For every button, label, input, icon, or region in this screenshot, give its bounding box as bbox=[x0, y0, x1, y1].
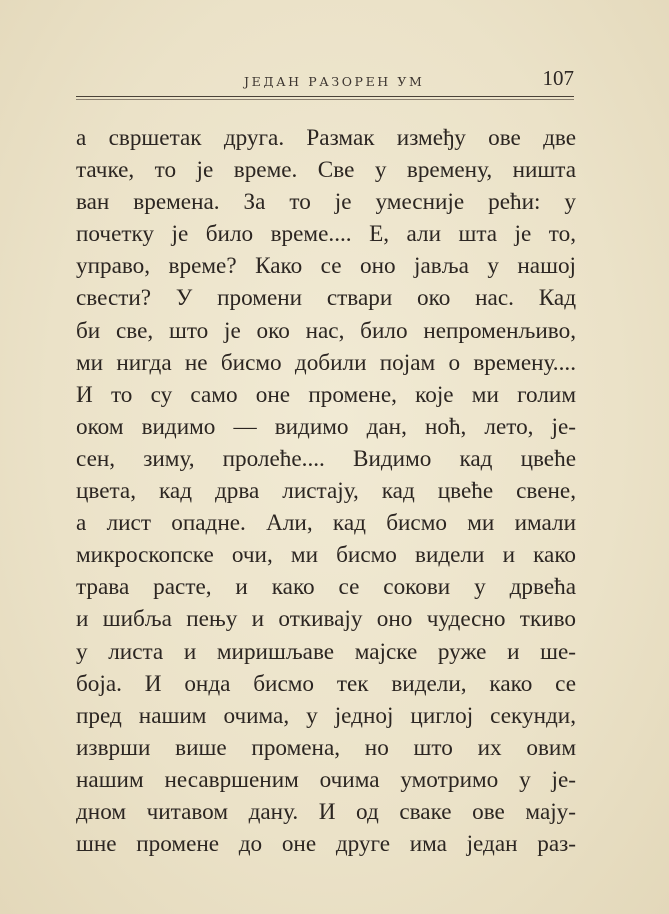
text-line: у листа и миришљаве мајске руже и ше- bbox=[76, 638, 576, 665]
text-line: сен, зиму, пролеће.... Видимо кад цвеће bbox=[76, 445, 576, 472]
text-line: би све, што је око нас, било непроменљиво, bbox=[76, 317, 576, 344]
text-line: изврши више промена, но што их овим bbox=[76, 734, 576, 761]
text-line: цвета, кад дрва листају, кад цвеће свене, bbox=[76, 478, 576, 505]
text-line: свести? У промени ствари око нас. Кад bbox=[76, 285, 576, 312]
text-line: ми нигда не бисмо добили појам о времену.... bbox=[76, 349, 576, 376]
running-header bbox=[76, 62, 574, 97]
text-line: управо, време? Како се оно јавља у нашој bbox=[76, 253, 576, 280]
text-line: а лист опадне. Али, кад бисмо ми имали bbox=[76, 510, 576, 537]
text-line: трава расте, и како се сокови у дрвећа bbox=[76, 574, 576, 601]
text-line: тачке, то је време. Све у времену, ништа bbox=[76, 157, 576, 184]
text-line: микроскопске очи, ми бисмо видели и како bbox=[76, 542, 576, 569]
text-line: нашим несавршеним очима умотримо у је- bbox=[76, 766, 576, 793]
text-line: оком видимо — видимо дан, ноћ, лето, је- bbox=[76, 413, 576, 440]
text-line: боја. И онда бисмо тек видели, како се bbox=[76, 670, 576, 697]
text-line: шне промене до оне друге има један раз- bbox=[76, 831, 576, 858]
text-line: пред нашим очима, у једној циглој секунди, bbox=[76, 702, 576, 729]
text-line: И то су само оне промене, које ми голим bbox=[76, 381, 576, 408]
text-line: ван времена. За то је умесније рећи: у bbox=[76, 189, 576, 216]
page-number: 107 bbox=[542, 66, 574, 90]
text-line: почетку је било време.... Е, али шта је то, bbox=[76, 221, 576, 248]
text-line: а свршетак друга. Размак између ове две bbox=[76, 125, 576, 151]
text-line: дном читавом дану. И од сваке ове мају- bbox=[76, 798, 576, 825]
running-title: ЈЕДАН РАЗОРЕН УМ bbox=[244, 74, 425, 89]
text-line: и шибља пењу и откивају оно чудесно ткиво bbox=[76, 606, 576, 633]
body-text bbox=[76, 122, 576, 860]
